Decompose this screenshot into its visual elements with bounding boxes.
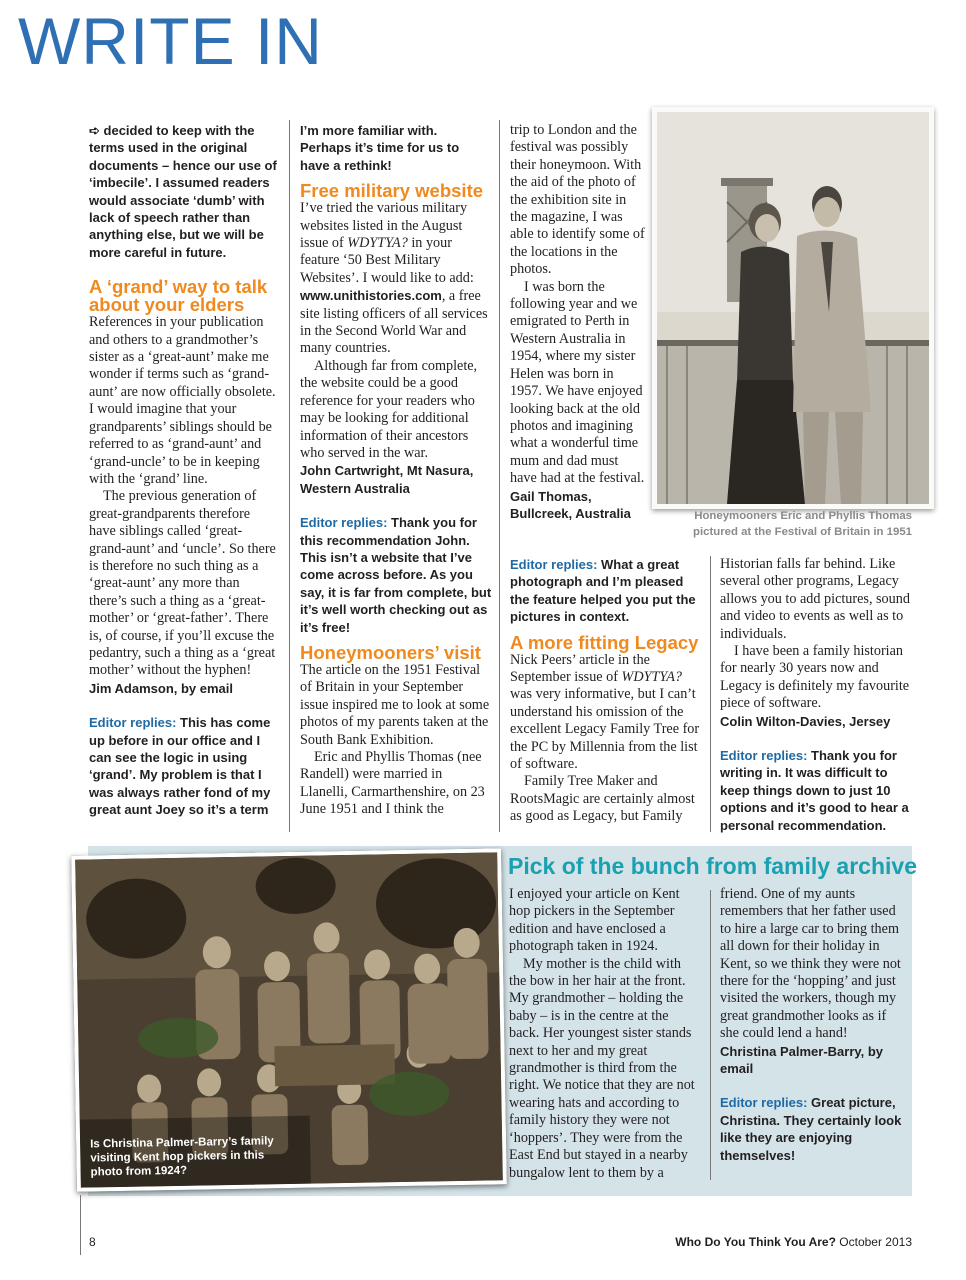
editor-label: Editor replies: [720, 1095, 808, 1111]
footer-divider [80, 1195, 81, 1255]
hop-pickers-photo-caption: Is Christina Palmer-Barry’s family visiting Kent hop pickers in this photo from 1924? [90, 1135, 274, 1179]
letter-title-military: Free military website [300, 180, 484, 202]
letter-signature: Gail Thomas, Bullcreek, Australia [510, 488, 631, 521]
continue-arrow-icon: ➪ [89, 123, 100, 138]
honeymooners-photo [652, 107, 934, 509]
editor-label: Editor replies: [89, 715, 177, 731]
paragraph: friend. One of my aunts remembers that her father used to hire a large car to bring them all down for their holiday in Kent, so we think they were not there for the ‘hopping’ and just visited the workers, though my great grandmother looks as if she could lend a hand! [720, 886, 901, 1042]
letter-title-honeymooners: Honeymooners’ visit [300, 641, 481, 663]
letter-title-legacy: A more fitting Legacy [510, 631, 699, 653]
letter-signature: Colin Wilton-Davies, Jersey [720, 713, 891, 729]
paragraph: Although far from complete, the website could be a good reference for your readers who may be looking for additional information of their ancestors who served in the war. [300, 357, 478, 461]
paragraph: My mother is the child with the bow in her hair at the front. My grandmother – holding the baby – is in the centre at the back. Her youngest sister stands next to her and my great grandmother is third from the right. We notice that they are not wearing hats and according to family history they were not ‘hoppers’. They were from the East End but stayed in a nearby bungalow lent to them by a [509, 955, 695, 1181]
editor-label: Editor replies: [300, 515, 388, 531]
editor-reply: Editor replies: Thank you for writing in. It was difficult to keep things down to just 10 options and it’s good to hear a personal recommendation. [720, 748, 909, 833]
letter-signature: John Cartwright, Mt Nasura, Western Australia [300, 463, 474, 496]
honeymooners-photo-image [657, 112, 929, 504]
column-divider [289, 120, 290, 832]
column-divider [710, 890, 711, 1180]
page-number: 8 [89, 1235, 96, 1249]
magazine-name: Who Do You Think You Are? [675, 1235, 836, 1249]
paragraph: The article on the 1951 Festival of Britain in your September issue inspired me to look at some photos of my parents taken at the South Bank Exhibition. [300, 661, 490, 748]
editor-reply: Editor replies: What a great photograph and I’m pleased the feature helped you put the pictures in context. [510, 557, 696, 625]
editor-reply: Editor replies: This has come up before in our office and I can see the logic in using ‘grand’. My problem is that I was always rather fond of my great aunt Joey so it’s a term [89, 715, 271, 818]
issue-date: October 2013 [835, 1235, 912, 1249]
hop-pickers-photo [71, 848, 507, 1191]
letter-title-grand: A ‘grand’ way to talk about your elders [89, 276, 268, 316]
column-1 [89, 122, 279, 819]
paragraph: Nick Peers’ article in the September issue of WDYTYA? was very informative, but I can’t understand his omission of the excellent Legacy Family Tree for the PC by Millennia from the list of software. [510, 651, 700, 773]
paragraph: I enjoyed your article on Kent hop pickers in the September edition and have enclosed a photograph taken in 1924. [509, 886, 680, 955]
page-title: WRITE IN [18, 4, 323, 78]
paragraph: The previous generation of great-grandparents therefore have siblings called ‘great-grand-aunt’ and ‘uncle’. So there is therefore no such thing as a ‘great-aunt’ any more than there’s such a thing as a ‘great-mother’ or ‘great-father’. There is, of course, if you’ll excuse the pedantry, such a thing as a ‘great mother’ without the hyphen! [89, 488, 276, 679]
letter-signature: Jim Adamson, by email [89, 680, 234, 696]
paragraph: I have been a family historian for nearly 30 years now and Legacy is definitely my favourite piece of software. [720, 643, 910, 712]
paragraph: Historian falls far behind. Like several other programs, Legacy allows you to add pictures, sound and video to events as well as to individuals. [720, 556, 910, 642]
footer-magazine [675, 1235, 912, 1249]
column-divider [710, 556, 711, 832]
editor-reply: Editor replies: Thank you for this recommendation John. This isn’t a website that I’ve come across before. As you say, it is far from complete, but it’s well worth checking out as it’s free! [300, 515, 492, 635]
editor-label: Editor replies: [720, 748, 808, 764]
pick-title: Pick of the bunch from family archive [508, 853, 917, 879]
honeymooners-photo-caption: Honeymooners Eric and Phyllis Thomas pictured at the Festival of Britain in 1951 [692, 510, 912, 538]
paragraph: trip to London and the festival was possibly their honeymoon. With the aid of the photo of the exhibition site in the magazine, I was able to identify some of the locations in the photos. [510, 122, 645, 278]
column-divider [499, 120, 500, 832]
pick-column-1 [509, 886, 701, 1182]
letter-signature: Christina Palmer-Barry, by email [720, 1043, 884, 1077]
column-3-bottom [510, 556, 702, 826]
paragraph: I’ve tried the various military websites listed in the August issue of WDYTYA? in your feature ‘50 Best Military Websites’. I would like to add: www.unithistories.com, a free site listing officers of all services in the Second World War and many countries. [300, 200, 488, 357]
paragraph: Eric and Phyllis Thomas (nee Randell) were married in Llanelli, Carmarthenshire, on 23 June 1951 and I think the [300, 749, 485, 818]
continued-text: ➪ decided to keep with the terms used in the original documents – hence our use of ‘imbecile’. I assumed readers would associate ‘dumb’ with lack of speech rather than anything else, but we will be more careful in future. [89, 123, 277, 260]
editor-reply: Editor replies: Great picture, Christina. They certainly look like they are enjoying themselves! [720, 1095, 902, 1163]
editor-label: Editor replies: [510, 557, 598, 572]
column-3-top [510, 122, 646, 522]
column-2 [300, 122, 492, 819]
paragraph: I was born the following year and we emigrated to Perth in Western Australia in 1954, where my sister Helen was born in 1957. We have enjoyed looking back at the old photos and imagining what a wonderful time mum and dad must have had at the festival. [510, 278, 645, 487]
paragraph: References in your publication and others to a grandmother’s sister as a ‘great-aunt’ make me wonder if terms such as ‘grand-aunt’ are now officially obsolete. I would imagine that your grandparents’ siblings should be referred to as ‘grand-aunt’ and ‘grand-uncle’ to be in keeping with the ‘grand’ line. [89, 314, 276, 487]
website-link: www.unithistories.com [300, 288, 442, 304]
continued-text: I’m more familiar with. Perhaps it’s time for us to have a rethink! [300, 123, 460, 173]
paragraph: Family Tree Maker and RootsMagic are certainly almost as good as Legacy, but Family [510, 773, 695, 825]
column-4 [720, 556, 914, 834]
pick-column-2 [720, 886, 904, 1164]
